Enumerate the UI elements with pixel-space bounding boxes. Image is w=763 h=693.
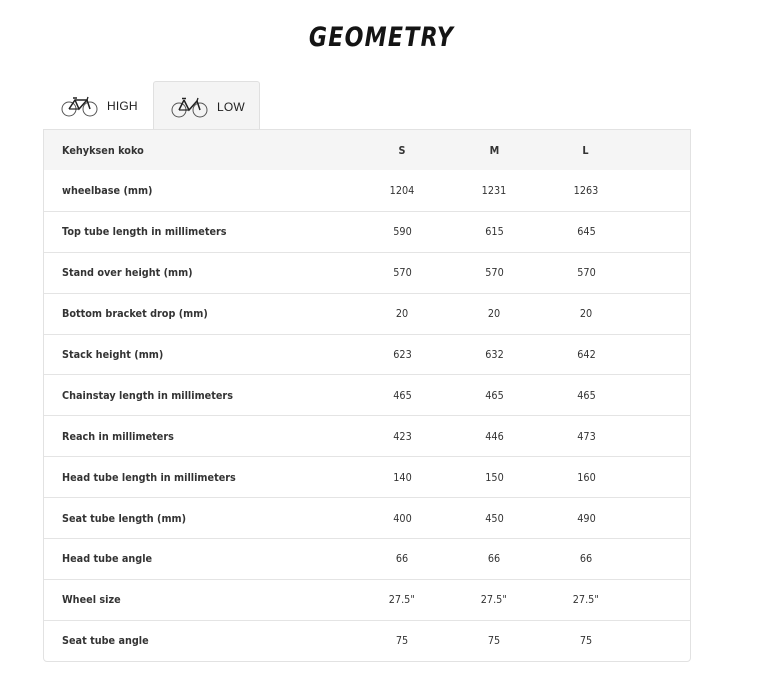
- row-label: Head tube angle: [62, 552, 153, 566]
- row-value-m: 75: [487, 634, 501, 648]
- row-value-m: 20: [487, 307, 501, 321]
- tab-low[interactable]: [153, 81, 260, 131]
- row-value-m: 66: [487, 552, 501, 566]
- row-value-m: 615: [484, 225, 504, 239]
- bike-low-frame-icon: [171, 96, 208, 118]
- row-label: Chainstay length in millimeters: [62, 388, 233, 402]
- row-value-s: 27.5": [388, 593, 416, 607]
- row-label: Head tube length in millimeters: [62, 470, 236, 484]
- row-value-m: 27.5": [480, 593, 508, 607]
- row-value-s: 400: [392, 511, 412, 525]
- row-value-l: 66: [579, 552, 593, 566]
- header-label-cell: Kehyksen koko: [62, 143, 144, 157]
- table-header-row: [44, 130, 690, 170]
- geometry-table: [43, 129, 691, 662]
- row-value-s: 140: [392, 470, 412, 484]
- row-value-s: 623: [392, 348, 412, 361]
- row-value-m: 150: [484, 470, 504, 484]
- row-label: Stand over height (mm): [62, 266, 193, 280]
- header-size-s: S: [398, 143, 406, 157]
- row-value-l: 1263: [573, 183, 599, 197]
- tab-high-label: HIGH: [107, 98, 138, 113]
- row-value-l: 642: [576, 348, 596, 361]
- table-row: [44, 620, 690, 661]
- row-value-s: 75: [395, 634, 409, 648]
- row-label: Bottom bracket drop (mm): [62, 307, 208, 321]
- row-value-s: 570: [392, 266, 412, 280]
- row-value-s: 1204: [389, 183, 415, 197]
- row-value-l: 27.5": [572, 593, 600, 607]
- row-value-s: 66: [395, 552, 409, 566]
- bike-high-frame-icon: [61, 95, 98, 117]
- frame-tabs: [44, 81, 344, 130]
- header-size-l: L: [582, 143, 590, 157]
- row-value-l: 570: [576, 266, 596, 280]
- row-value-m: 1231: [481, 183, 507, 197]
- row-value-l: 160: [576, 470, 596, 484]
- row-value-m: 570: [484, 266, 504, 280]
- table-row: [44, 211, 690, 252]
- tab-high[interactable]: [44, 81, 153, 130]
- row-label: Seat tube length (mm): [62, 511, 187, 525]
- row-value-l: 465: [576, 388, 596, 402]
- row-label: Seat tube angle: [62, 634, 149, 648]
- row-value-l: 645: [576, 225, 596, 239]
- table-row: [44, 579, 690, 620]
- row-value-s: 465: [392, 388, 412, 402]
- page-title: GEOMETRY: [308, 22, 455, 53]
- row-value-m: 446: [484, 429, 504, 443]
- tab-low-label: LOW: [217, 99, 245, 114]
- header-size-m: M: [489, 143, 499, 157]
- row-label: Top tube length in millimeters: [62, 225, 227, 239]
- row-label: Reach in millimeters: [62, 429, 174, 443]
- table-row: [44, 538, 690, 579]
- row-label: Wheel size: [62, 593, 121, 607]
- table-row: [44, 252, 690, 293]
- row-value-m: 632: [484, 348, 504, 361]
- table-row: [44, 170, 690, 211]
- table-row: [44, 415, 690, 456]
- row-value-m: 465: [484, 388, 504, 402]
- row-label: Stack height (mm): [62, 348, 164, 361]
- row-value-s: 423: [392, 429, 412, 443]
- table-row: [44, 334, 690, 375]
- row-value-m: 450: [484, 511, 504, 525]
- table-row: [44, 374, 690, 415]
- row-value-l: 20: [579, 307, 593, 321]
- row-value-l: 473: [576, 429, 596, 443]
- table-row: [44, 497, 690, 538]
- table-row: [44, 456, 690, 497]
- row-label: wheelbase (mm): [62, 183, 153, 197]
- row-value-s: 590: [392, 225, 412, 239]
- row-value-s: 20: [395, 307, 409, 321]
- row-value-l: 490: [576, 511, 596, 525]
- row-value-l: 75: [579, 634, 593, 648]
- table-row: [44, 293, 690, 334]
